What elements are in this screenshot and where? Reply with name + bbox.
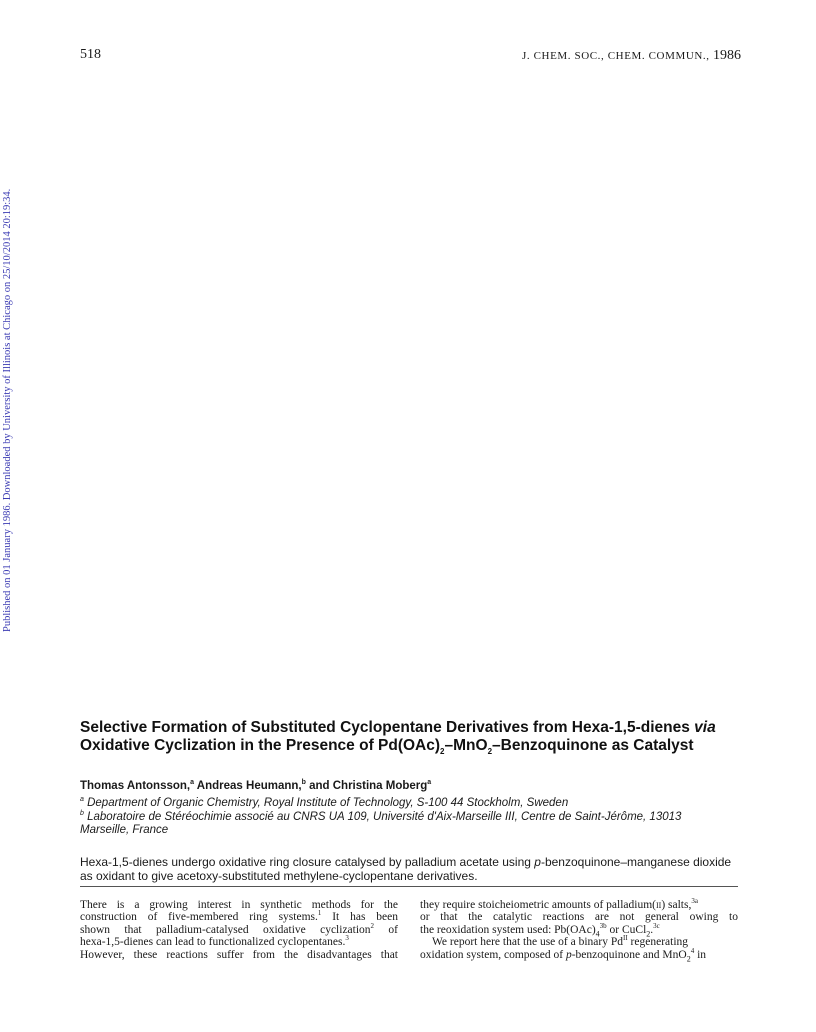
body-column-right — [420, 899, 738, 961]
journal-name: J. CHEM. SOC., CHEM. COMMUN., — [522, 50, 710, 62]
body-line: they require stoicheiometric amounts of palladium(ii) salts,$^{3a}$ — [420, 897, 698, 911]
title-italic: via — [694, 719, 716, 736]
author-name: Andreas Heumann, — [196, 780, 302, 792]
body-line: the reoxidation system used: $Pb(OAc)_4^{3b}$ or CuCl$_2$.$^{3c}$ — [420, 921, 660, 939]
body-line: or that the catalytic reactions are not general owing to — [420, 911, 738, 924]
body-line: construction of five-membered ring systems.$^1$ It has been — [80, 909, 398, 924]
body-line: However, these reactions suffer from the disadvantages that — [80, 948, 398, 961]
body-line: There is a growing interest in synthetic methods for the — [80, 899, 398, 911]
author-name: and Christina Moberg — [309, 780, 428, 792]
body-line: We report here that the use of a binary $Pd^{II}$ regenerating — [432, 934, 689, 949]
journal-header — [522, 48, 741, 64]
section-divider — [80, 886, 738, 887]
body-line: hexa-1,5-dienes can lead to functionalized cyclopentanes.$^3$ — [80, 934, 349, 949]
author-mark: b — [301, 779, 306, 787]
author-mark: a — [427, 779, 432, 787]
article-title: Selective Formation of Substituted Cyclopentane Derivatives from Hexa-1,5-dienes via Oxidative Cyclization in the Presence of $Pd(OAc)_2-MnO_2$–Benzoquinone as Catalyst — [80, 719, 716, 757]
body-column-left — [80, 899, 398, 961]
author-name: Thomas Antonsson, — [80, 780, 191, 792]
body-line: shown that palladium-catalysed oxidative cyclization$^2$ of — [80, 921, 398, 936]
affiliation: $^a$ Department of Organic Chemistry, Royal Institute of Technology, S-100 44 Stockholm, Sweden — [80, 796, 569, 809]
body-line: oxidation system, composed of p-benzoquinone and MnO$_2^4$ in — [420, 946, 707, 963]
abstract: Hexa-1,5-dienes undergo oxidative ring closure catalysed by palladium acetate using p-benzoquinone–manganese dioxide as oxidant to give acetoxy-substituted methylene-cyclopentane derivatives. — [80, 855, 732, 883]
affiliation: $^b$ Laboratoire de Stéréochimie associé au CNRS UA 109, Université d'Aix-Marseille III, Centre de Saint-Jérôme, 13013 Marseille, France — [80, 810, 682, 836]
author-list — [80, 780, 431, 792]
author-mark: a — [190, 779, 195, 787]
journal-year: 1986 — [713, 48, 741, 63]
download-notice-text[interactable]: Published on 01 January 1986. Downloaded by University of Illinois at Chicago on 25/10/2014 20:19:34. — [2, 188, 13, 632]
page-number: 518 — [80, 47, 101, 62]
